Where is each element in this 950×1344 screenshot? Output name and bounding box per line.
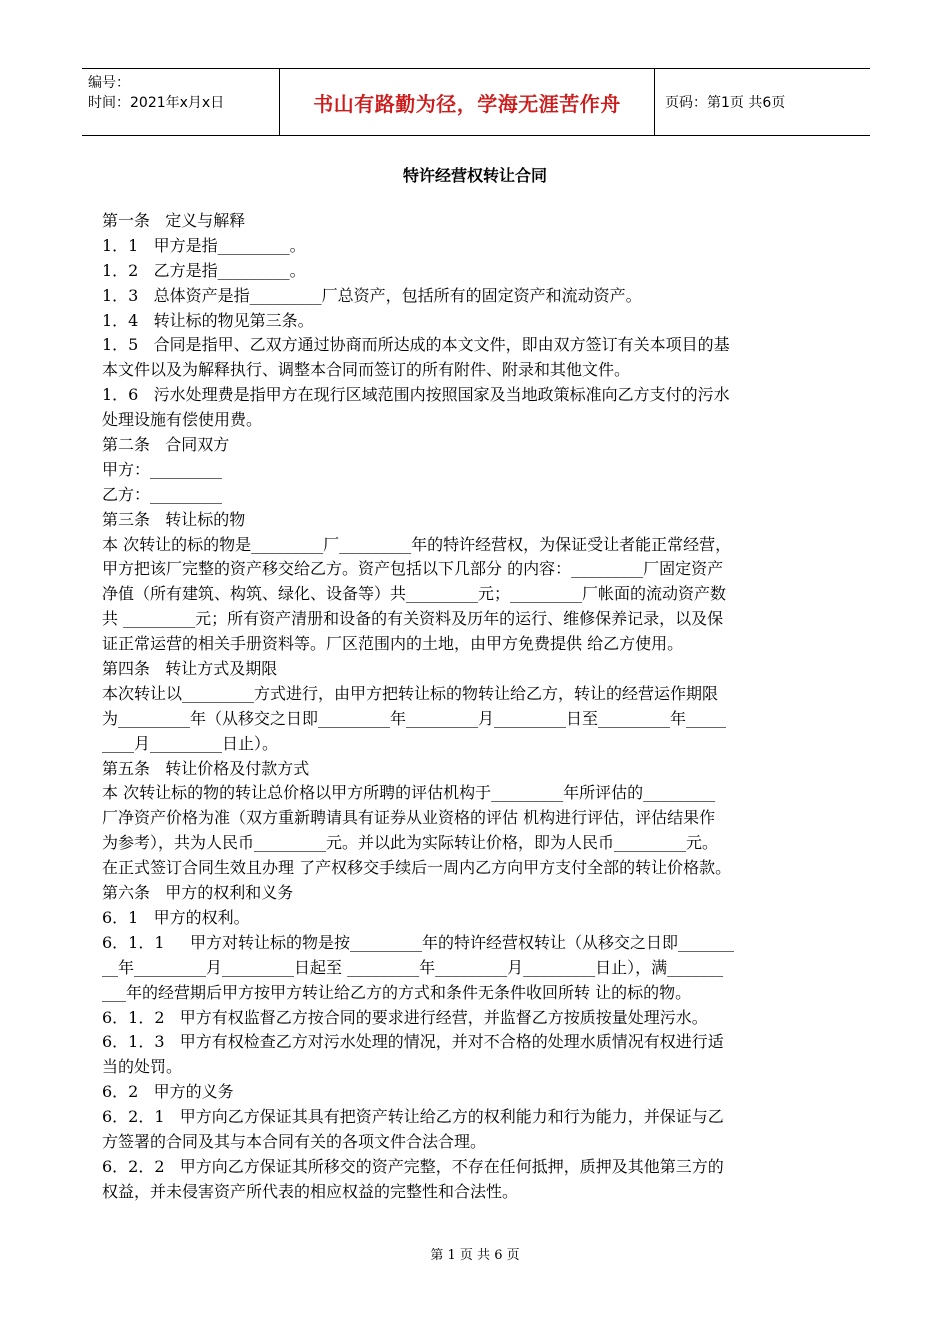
text-line: 1．3 总体资产是指_________厂总资产，包括所有的固定资产和流动资产。 [102, 285, 642, 305]
text-line: 为参考），共为人民币_________元。并以此为实际转让价格，即为人民币_________元。 [102, 833, 719, 853]
text-line: 共 _________元；所有资产清册和设备的有关资料及历年的运行、维修保养记录，以及保 [102, 609, 724, 629]
text-line: 6．1 甲方的权利。 [102, 907, 250, 927]
text-line: 在正式签订合同生效且办理 了产权移交手续后一周内乙方向甲方支付全部的转让价格款。 [102, 858, 732, 878]
text-line: 1．6 污水处理费是指甲方在现行区域范围内按照国家及当地政策标准向乙方支付的污水 [102, 385, 730, 405]
page-footer: 第 1 页 共 6 页 [430, 1248, 520, 1263]
text-line: 权益，并未侵害资产所代表的相应权益的完整性和合法性。 [102, 1181, 519, 1201]
text-line: 乙方：_________ [102, 484, 223, 504]
text-line: 第六条 甲方的权利和义务 [102, 883, 294, 903]
text-line: 1．1 甲方是指_________。 [102, 235, 306, 255]
document-title: 特许经营权转让合同 [402, 166, 547, 185]
header-table [82, 68, 870, 136]
header-motto: 书山有路勤为径，学海无涯苦作舟 [280, 69, 655, 135]
text-line: 第二条 合同双方 [102, 435, 230, 455]
text-line: 本 次转让的标的物是_________厂_________年的特许经营权，为保证受让者能正常经营， [102, 534, 732, 554]
text-line: 证正常运营的相关手册资料等。厂区范围内的土地，由甲方免费提供 给乙方使用。 [102, 634, 684, 654]
text-line: 第四条 转让方式及期限 [102, 659, 278, 679]
text-line: 6．2 甲方的义务 [102, 1082, 234, 1102]
header-meta-cell [82, 69, 280, 135]
document-number-label: 编号： [88, 75, 130, 91]
document-date-label: 时间：2021年x月x日 [88, 95, 225, 111]
document-body [102, 209, 852, 1205]
text-line: 6．1．2 甲方有权监督乙方按合同的要求进行经营，并监督乙方按质按量处理污水。 [102, 1007, 708, 1027]
text-line: 本 次转让标的物的转让总价格以甲方所聘的评估机构于_________年所评估的_________ [102, 783, 716, 803]
text-line: ___年的经营期后甲方按甲方转让给乙方的方式和条件无条件收回所转 让的标的物。 [102, 982, 692, 1002]
text-line: 6．2．2 甲方向乙方保证其所移交的资产完整，不存在任何抵押，质押及其他第三方的 [102, 1156, 724, 1176]
text-line: 第三条 转让标的物 [102, 509, 246, 529]
text-line: ____月_________日止）。 [102, 733, 279, 753]
text-line: __年_________月_________日起至 _________年_________月_________日止），满_______ [102, 957, 724, 977]
text-line: 为_________年（从移交之日即_________年_________月_________日至_________年_____ [102, 708, 727, 728]
text-line: 6．1．3 甲方有权检查乙方对污水处理的情况，并对不合格的处理水质情况有权进行适 [102, 1032, 724, 1052]
text-line: 处理设施有偿使用费。 [102, 410, 263, 430]
text-line: 当的处罚。 [102, 1057, 183, 1077]
text-line: 本文件以及为解释执行、调整本合同而签订的所有附件、附录和其他文件。 [102, 360, 631, 380]
text-line: 方签署的合同及其与本合同有关的各项文件合法合理。 [102, 1131, 487, 1151]
text-line: 1．5 合同是指甲、乙双方通过协商而所达成的本文文件，即由双方签订有关本项目的基 [102, 335, 730, 355]
text-line: 第一条 定义与解释 [102, 211, 246, 230]
header-page-label: 页码：第1页 共6页 [665, 95, 786, 111]
text-line: 甲方把该厂完整的资产移交给乙方。资产包括以下几部分 的内容：_________厂固定资产 [102, 559, 724, 579]
text-line: 6．1．1 甲方对转让标的物是按_________年的特许经营权转让（从移交之日即_______ [102, 932, 734, 952]
text-line: 1．2 乙方是指_________。 [102, 260, 306, 280]
text-line: 第五条 转让价格及付款方式 [102, 758, 310, 778]
text-line: 6．2．1 甲方向乙方保证其具有把资产转让给乙方的权利能力和行为能力，并保证与乙 [102, 1107, 724, 1127]
text-line: 净值（所有建筑、构筑、绿化、设备等）共_________元；_________厂帐面的流动资产数 [102, 584, 727, 604]
text-line: 厂净资产价格为准（双方重新聘请具有证券从业资格的评估 机构进行评估，评估结果作 [102, 808, 716, 828]
text-line: 甲方：_________ [102, 459, 223, 479]
text-line: 1．4 转让标的物见第三条。 [102, 310, 314, 330]
text-line: 本次转让以_________方式进行，由甲方把转让标的物转让给乙方，转让的经营运作期限 [102, 683, 719, 703]
